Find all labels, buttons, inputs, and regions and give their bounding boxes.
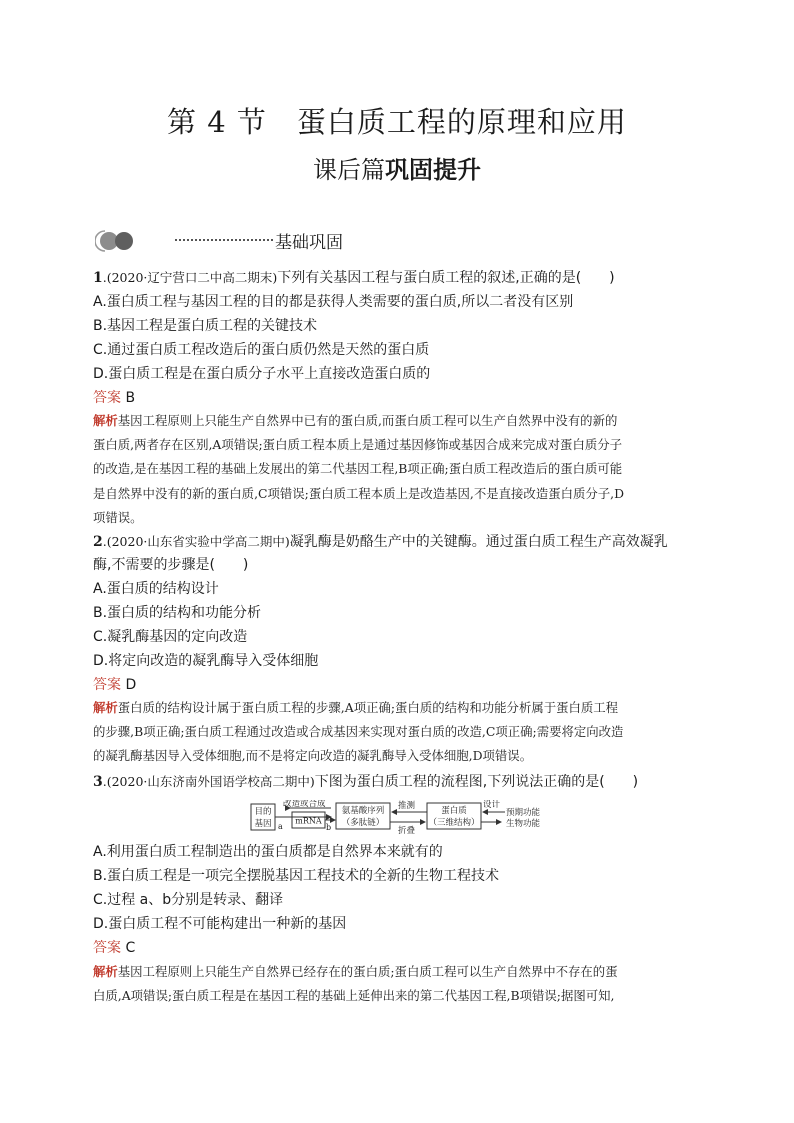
protein-engineering-flowchart [250,800,550,834]
question-1-option-c: C.通过蛋白质工程改造后的蛋白质仍然是天然的蛋白质 [93,342,430,358]
svg-text:基因: 基因 [254,819,272,829]
question-3-option-b: B.蛋白质工程是一项完全摆脱基因工程技术的全新的生物工程技术 [93,868,500,884]
question-1-explanation [93,409,701,530]
question-number: 2 [93,534,103,550]
question-1-option-d: D.蛋白质工程是在蛋白质分子水平上直接改造蛋白质的 [93,366,431,382]
explanation-line: 的改造,是在基因工程的基础上发展出的第二代基因工程,B项正确;蛋白质工程改造后的蛋白质可能 [93,461,623,477]
question-3-stem [93,772,638,792]
question-3-option-c: C.过程 a、b分别是转录、翻译 [93,892,284,908]
page-title: 第 4 节 蛋白质工程的原理和应用 [167,105,627,139]
explanation-label: 解析 [93,413,118,428]
question-2-option-d: D.将定向改造的凝乳酶导入受体细胞 [93,653,319,669]
explanation-line: 项错误。 [93,509,143,525]
question-3-answer [93,938,135,958]
answer-label: 答案 [93,390,121,406]
question-2-option-b: B.蛋白质的结构和功能分析 [93,605,262,621]
question-text: 下图为蛋白质工程的流程图,下列说法正确的是( ) [314,774,639,790]
label-a: a [278,822,283,831]
question-2-option-a: A.蛋白质的结构设计 [93,581,219,597]
answer-value: B [121,390,136,406]
page-subtitle [0,150,794,185]
svg-text:（三维结构）: （三维结构） [428,818,480,828]
label-infer: 推测 [398,801,416,811]
label-fold: 折叠 [398,826,416,834]
question-2-option-c: C.凝乳酶基因的定向改造 [93,629,248,645]
box-protein-structure [427,803,481,829]
svg-text:氨基酸序列: 氨基酸序列 [341,806,385,816]
explanation-line: 的凝乳酶基因导入受体细胞,而不是将定向改造的凝乳酶导入受体细胞,D项错误。 [93,748,533,764]
label-design: 设计 [483,800,501,810]
question-text: 凝乳酶是奶酪生产中的关键酶。通过蛋白质工程生产高效凝乳 [289,534,668,550]
box-target-gene [251,804,275,830]
subtitle-plain: 课后篇 [313,156,385,184]
question-3-option-d: D.蛋白质工程不可能构建出一种新的基因 [93,916,347,932]
question-text: 下列有关基因工程与蛋白质工程的叙述,正确的是( ) [277,270,615,286]
label-modify: 改造或合成 [283,800,326,809]
question-3-explanation [93,960,701,1008]
explanation-line: 白质,A项错误;蛋白质工程是在基因工程的基础上延伸出来的第二代基因工程,B项错误;据图可知, [93,988,615,1004]
svg-text:mRNA: mRNA [295,816,322,826]
question-source: .(2020·山东济南外国语学校高二期中) [102,774,315,789]
box-amino-acid-sequence [336,803,390,829]
label-expected-function: 预期功能 [506,808,541,818]
section-dotted-leader [175,239,273,241]
question-1-stem [93,268,615,288]
question-2-stem [93,532,668,552]
explanation-label: 解析 [93,964,118,979]
question-2-explanation [93,696,701,769]
answer-label: 答案 [93,940,121,956]
label-biological-function: 生物功能 [506,819,541,829]
explanation-line: 蛋白质,两者存在区别,A项错误;蛋白质工程本质上是通过基因修饰或基因合成来完成对蛋白质分子 [93,437,623,453]
explanation-label: 解析 [93,700,118,715]
question-source: .(2020·山东省实验中学高二期中) [102,534,290,549]
section-badge-icon [95,228,137,254]
explanation-line: 解析基因工程原则上只能生产自然界中已有的蛋白质,而蛋白质工程可以生产自然界中没有的新的 [93,413,618,428]
svg-text:（多肽链）: （多肽链） [341,818,385,828]
question-1-option-b: B.基因工程是蛋白质工程的关键技术 [93,318,318,334]
svg-text:目的: 目的 [254,807,272,817]
subtitle-bold: 巩固提升 [385,156,481,184]
question-2-answer [93,675,136,695]
label-b: b [326,823,332,832]
question-1-option-a: A.蛋白质工程与基因工程的目的都是获得人类需要的蛋白质,所以二者没有区别 [93,294,574,310]
section-label: 基础巩固 [275,233,343,253]
question-1-answer [93,388,135,408]
answer-label: 答案 [93,677,121,693]
question-3-option-a: A.利用蛋白质工程制造出的蛋白质都是自然界本来就有的 [93,844,443,860]
svg-text:蛋白质: 蛋白质 [441,806,467,816]
explanation-line: 解析基因工程原则上只能生产自然界已经存在的蛋白质;蛋白质工程可以生产自然界中不存在的蛋 [93,964,618,979]
answer-value: D [121,677,137,693]
box-mrna [292,812,325,828]
question-2-stem-line2: 酶,不需要的步骤是( ) [93,557,249,573]
explanation-line: 是自然界中没有的新的蛋白质,C项错误;蛋白质工程本质上是改造基因,不是直接改造蛋白质分子,D [93,485,625,501]
question-source: .(2020·辽宁营口二中高二期末) [102,270,278,285]
answer-value: C [121,940,136,956]
explanation-line: 解析蛋白质的结构设计属于蛋白质工程的步骤,A项正确;蛋白质的结构和功能分析属于蛋白质工程 [93,700,619,715]
question-number: 3 [93,774,103,790]
explanation-line: 的步骤,B项正确;蛋白质工程通过改造或合成基因来实现对蛋白质的改造,C项正确;需要将定向改造 [93,724,624,740]
question-number: 1 [93,270,103,286]
